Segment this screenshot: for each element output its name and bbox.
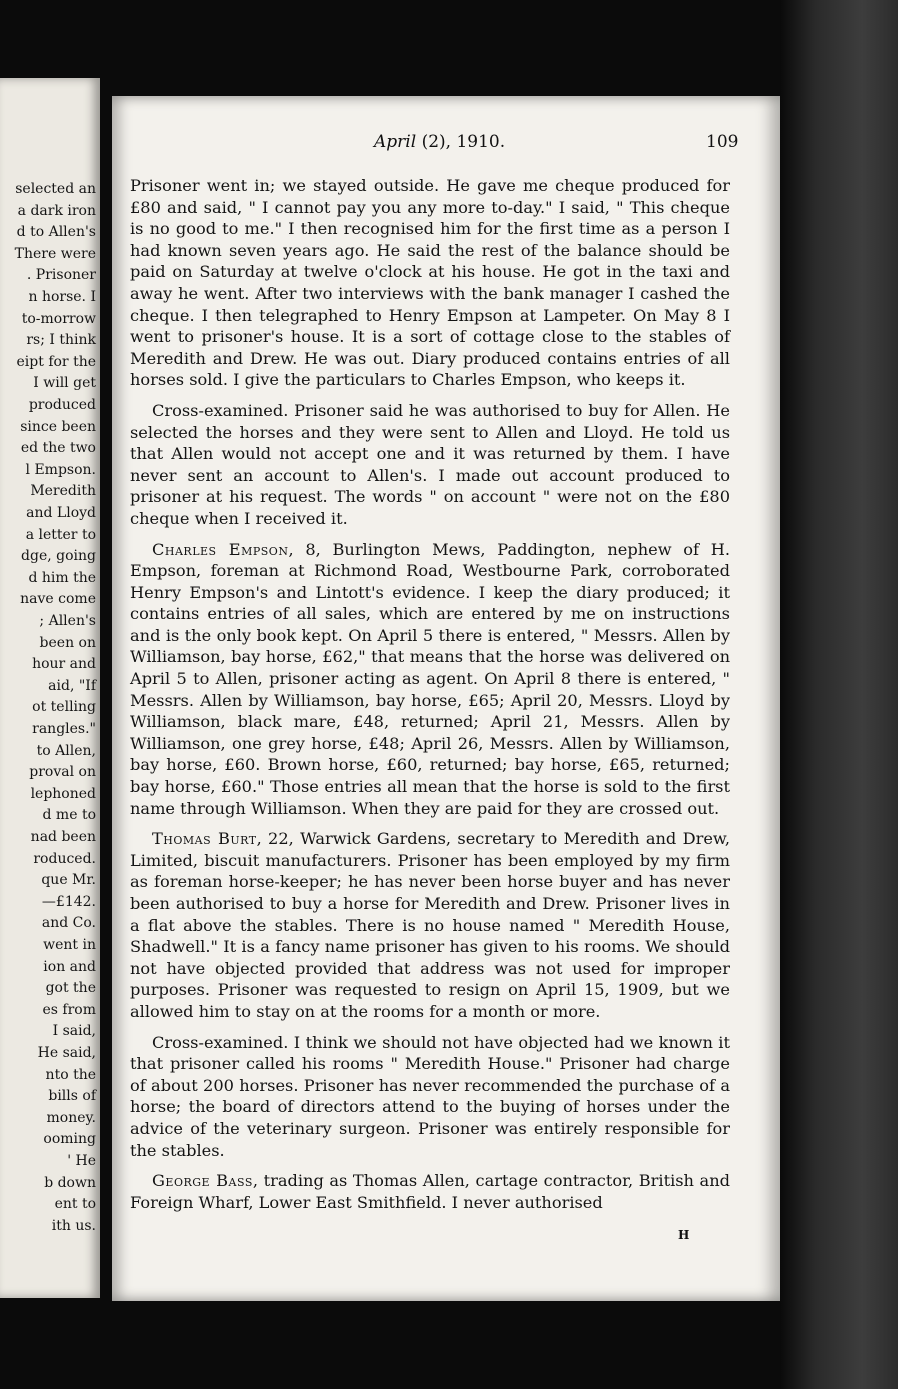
- left-page-line: and Lloyd: [26, 505, 96, 521]
- header-date: (2), 1910.: [416, 132, 506, 152]
- left-page-line: d him the: [28, 569, 96, 586]
- paragraph-p3: [130, 539, 730, 820]
- page-body: [130, 175, 730, 1222]
- header-month: April: [374, 132, 417, 152]
- paragraph-p1: [130, 175, 730, 391]
- left-page-line: d to Allen's: [16, 224, 96, 241]
- left-page-line: ' He: [67, 1153, 96, 1169]
- paragraph-text: Prisoner went in; we stayed outside. He gave me cheque produced for £80 and said, " I cannot pay you any more to-day." I said, " This cheque is no good to me." I then recognised him for the first time as a person I had known seven years ago. He said the rest of the balance should be paid on Saturday at twelve o'clock at his house. He got in the taxi and away he went. After two interviews with the bank manager I cashed the cheque. I then telegraphed to Henry Empson at Lampeter. On May 8 I went to prisoner's house. It is a sort of cottage close to the stables of Meredith and Drew. He was out. Diary produced contains entries of all horses sold. I give the particulars to Charles Empson, who keeps it.: [130, 176, 730, 390]
- left-page-line: to Allen,: [36, 742, 96, 759]
- left-page-line: produced: [28, 397, 96, 413]
- paragraph-text: Cross-examined. Prisoner said he was authorised to buy for Allen. He selected the horses and they were sent to Allen and Lloyd. He told us that Allen would not accept one and it was returned by them. I have never sent an account to Allen's. I made out account produced to prisoner at his request. The words " on account " were not on the £80 cheque when I received it.: [130, 400, 730, 528]
- witness-name: Thomas Burt: [152, 829, 257, 849]
- left-page-line: got the: [45, 980, 96, 997]
- left-page-line: Meredith: [30, 483, 96, 500]
- paragraph-p5: [130, 1032, 730, 1162]
- left-page-line: roduced.: [33, 850, 96, 867]
- left-page-line: and Co.: [41, 915, 96, 932]
- left-page-line: aid, "If: [48, 677, 96, 694]
- left-page-line: ot telling: [32, 699, 96, 716]
- left-page-line: to-morrow: [21, 310, 96, 327]
- running-title: [374, 132, 505, 152]
- left-page-line: d me to: [42, 807, 96, 824]
- left-page-line: proval on: [29, 764, 96, 781]
- left-page-fragment: [0, 78, 100, 1298]
- left-page-line: He said,: [37, 1045, 96, 1061]
- scanner-background: [780, 0, 898, 1389]
- signature-mark: H: [678, 1228, 690, 1242]
- left-page-line: lephoned: [30, 785, 96, 802]
- left-page-line: que Mr.: [41, 872, 96, 889]
- paragraph-text: , 8, Burlington Mews, Paddington, nephew of H. Empson, foreman at Richmond Road, Westbourne Park, corroborated Henry Empson's and Lintott's evidence. I keep the diary produced; it contains entries of all sales, which are entered by me on instructions and is the only book kept. On April 5 there is entered, " Messrs. Allen by Williamson, bay horse, £62," that means that the horse was delivered on April 5 to Allen, prisoner acting as agent. On April 8 there is entered, " Messrs. Allen by Williamson, bay horse, £65; April 20, Messrs. Lloyd by Williamson, black mare, £48, returned; April 21, Messrs. Allen by Williamson, one grey horse, £48; April 26, Messrs. Allen by Williamson, bay horse, £60. Brown horse, £60, returned; bay horse, £65, returned; bay horse, £60." Those entries all mean that the horse is sold to the first name through Williamson. When they are paid for they are crossed out.: [130, 539, 730, 818]
- left-page-line: since been: [20, 418, 96, 435]
- left-page-line: ed the two: [20, 440, 96, 457]
- left-page-line: n horse. I: [28, 289, 96, 305]
- left-page-line: been on: [39, 634, 96, 651]
- left-page-line: ent to: [54, 1196, 96, 1213]
- left-page-line: nto the: [45, 1066, 96, 1083]
- left-page-line: I said,: [52, 1023, 96, 1040]
- left-page-line: es from: [42, 1001, 96, 1018]
- left-page-line: nave come: [20, 591, 96, 608]
- left-page-line: went in: [43, 937, 96, 953]
- paragraph-text: , 22, Warwick Gardens, secretary to Meredith and Drew, Limited, biscuit manufacturers. Prisoner has been employed by my firm as foreman horse-keeper; he has never been horse buyer and has never been authorised to buy a horse for Meredith and Drew. Prisoner lives in a flat above the stables. There is no house named " Meredith House, Shadwell." It is a fancy name prisoner has given to his rooms. We should not have objected provided that address was not used for improper purposes. Prisoner was requested to resign on April 15, 1909, but we allowed him to stay on at the rooms for a month or more.: [130, 829, 730, 1021]
- left-page-line: rs; I think: [26, 332, 96, 349]
- paragraph-p4: [130, 828, 730, 1022]
- left-page-line: —£142.: [41, 893, 96, 910]
- witness-name: Charles Empson: [152, 539, 289, 559]
- left-page-line: l Empson.: [25, 461, 96, 478]
- left-page-line: ion and: [43, 958, 96, 975]
- left-page-line: . Prisoner: [26, 267, 96, 284]
- left-page-line: nad been: [30, 829, 96, 845]
- witness-name: George Bass: [152, 1171, 253, 1191]
- paragraph-p2: [130, 400, 730, 530]
- paragraph-p6: [130, 1170, 730, 1213]
- left-page-line: ith us.: [51, 1217, 96, 1234]
- book-page: [112, 96, 780, 1301]
- left-page-line: b down: [44, 1174, 96, 1191]
- left-page-line: a dark iron: [17, 202, 96, 219]
- left-page-line: ; Allen's: [39, 613, 96, 629]
- running-header: [112, 132, 780, 154]
- left-page-line: I will get: [33, 375, 96, 392]
- left-page-line: ooming: [43, 1131, 96, 1148]
- left-page-line: eipt for the: [16, 353, 96, 370]
- page-number: 109: [706, 132, 739, 152]
- left-page-line: dge, going: [21, 548, 96, 565]
- left-page-line: rangles.": [32, 721, 96, 737]
- left-page-line: selected an: [15, 181, 96, 197]
- left-page-line: hour and: [32, 656, 96, 673]
- left-page-line: money.: [46, 1109, 96, 1126]
- paragraph-text: , trading as Thomas Allen, cartage contractor, British and Foreign Wharf, Lower East Smithfield. I never authorised: [130, 1171, 730, 1212]
- paragraph-text: Cross-examined. I think we should not have objected had we known it that prisoner called his rooms " Meredith House." Prisoner had charge of about 200 horses. Prisoner has never recommended the purchase of a horse; the board of directors attend to the buying of horses under the advice of the veterinary surgeon. Prisoner was entirely responsible for the stables.: [130, 1032, 730, 1160]
- left-page-line: a letter to: [25, 526, 96, 543]
- left-page-line: bills of: [48, 1088, 96, 1105]
- left-page-line: There were: [14, 245, 96, 262]
